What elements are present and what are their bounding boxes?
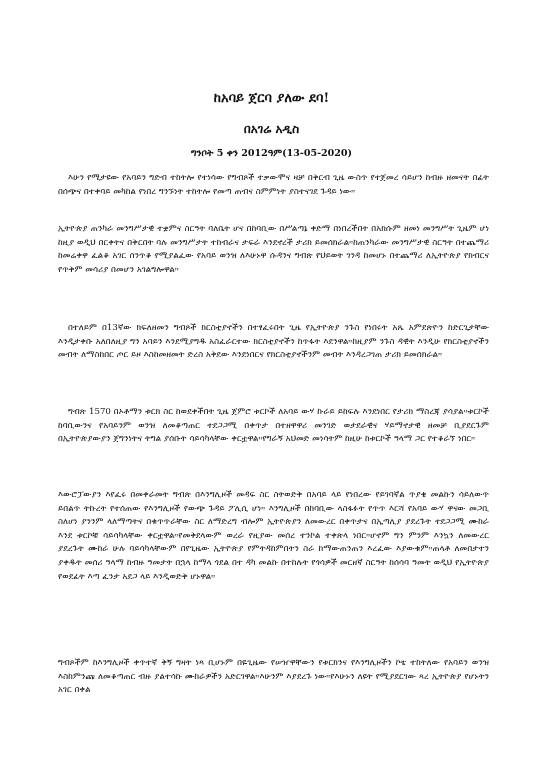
paragraph-2: ኢትዮጵያ ጠንካራ መንግሥታዊ ተቋምና ስርዓት ባለቤት ሆና በከባቢው በሥልጣኔ ቀድማ በነበረችበት በአክሱም ዘመነ መንግሥት ጊዜም ሆነ ከዚያ ወዲህ በርቀትና በቅርበት ባሉ መንግሥታት ተከብራና ታፍራ እንደኖረች ታሪክ ይመሰክራል።ከጠንካራው መንግሥታዊ ስርዓት በተጨማሪ ከመሬቀዋ ፈልቆ አገር ሰንጥቆ የሚያልፈው የአባይ ወንዝ ለእሁኑዋ ሱዳንና ግብጽ የህይወት ገንዳ ከመሆኑ በተጨማሪ ለኢትዮጵያ የክብርና የጥቅም መሳሪያ በመሆን አገልግሎዋል። <box>58 224 489 275</box>
author-byline: በአገሬ አዲስ <box>243 122 300 136</box>
document-title: ከአባይ ጀርባ ያለው ደባ! <box>213 91 330 106</box>
paragraph-3: በተለይም በ13ኛው ክፍለዘመን ግብጾች ክርስቲያኖችን በተፃፈሩበት ጊዜ የኢትዮጵያ ንጉስ የነበሩት አጼ አምደጽዮን ከድርጊታቸው እንዲታቀቡ አለበለዚያ ግን አባይን እንደሚያግዱ አስፈራርተው ክርስቲያኖችን ከጥፋት እደንዋል።ከዚያም ንጉስ ዳዊት እንዲሁ የክርስቲያኖችን መብት ለማስከበር ጦር ይዞ እስከመዘመት ድረስ አቅደው እንደነበርና የክርስቲያኖችንም መብት እንዳረጋገጠ ታሪክ ይመሰክራል። <box>58 323 489 361</box>
paragraph-6: ግብጾችም ከእንግሊዞች ቀጥተኛ ቅኝ ግዛት ነጻ ቢሆኑም በዬጊዜው የሠዠዋቸውን የቱርክንና የእንግሊዞችን ኮቴ ተከትለው የአባይን ወንዝ እስከምንጩ ለመቆጣጠር ብዙ ያልተሳኩ ሙከራዎችን አድርገዋል።እሁንም እያደረጉ ነው።የእሁኑን ለዩት የሚያደርገው ጻረ ኢትዮጵያ የሆኑትን አገር በቀል <box>58 658 489 696</box>
paragraph-4: ግብጽ 1570 በኦቶማን ቱርክ ስር ከወደቀችበት ጊዜ ጀምሮ ቱርኮች ለአባይ ውሃ ኩራይ ይከፍሉ እንደነበር የታሪክ ማስረጃ ያሳያል።ቱርኮች ከባቢውንና የአባይንም ወንዝ ለመቆጣጠር ተደጋጋሚ በቀጥታ በተዘዋዋሪ መንገድ ወታደራዊና ሃይማኖታዊ ዘመቻ ቢያደርጉም በኢትዮጵያውያን ጀግንነትና ትግል ያሰቡት ሳይሳካላቸው ቀርቷዋል።የግራኝ አህመድ መነሳትም ከዚሁ ከቱርኮች ዓላማ ጋር የተቆራኘ ነበር። <box>58 407 489 445</box>
paragraph-1: እሁን የሚታዩው የአባይን ግድብ ተከትሎ የተነሳው የግብጾች ተቃውሞና ዛቻ በቅርብ ጊዜ ውስጥ የተጀመረ ሳይሆን ከብዙ ዘመናት በፊት በሰጭና በተቀባይ መካከል የነበረ ግንኙነት ተከትሎ የመጣ ጠብና ስምምነት ያስተናገደ ጉዳይ ነው። <box>58 173 489 197</box>
publication-date: ግንቦት 5 ቀን 2012ዓም(13-05-2020) <box>191 148 352 159</box>
paragraph-5: እውሮፓውያን እየፈሩ በመቀራመት ግብጽ በእንግሊዞች መዳፍ ስር ስትወድቅ በአባይ ላይ የነበረው የይገባኛል ጥያቄ መልኩን ሳይለውጥ ይበልጥ ትኩረት የተሰጠው የእንግሊዞች የውጭ ጉዳይ ፖሊሲ ሆነ። እንግሊዞች በከባቢው ላስፋፉት የጥጥ እርሻ የአባይ ውሃ ዋናው መጋቢ ስለሆነ ያንንም ላለማጣትና በቁጥጥራቸው ስር ለማድረግ ብሎም ኢትዮጵያን ለመውረር በቀጥታና በኢጣሊያ ያደረጉት ተደጋጋሚ ሙከራ እንደ ቱርኮቹ ሳይሳካላቸው ቀርቷዋል።የመቅደላውም ወረራ የዚያው መሰረ ተንኮል ተቀጽላ ነበር።ሆኖም ግን ምንም እንኳን ለመውረር ያደረጉት ሙከራ ሁሉ ባይሳካላቸውም በየጊዜው ኢትዮጵያ የምትዳከምበትን ስራ ከማውጠንጠን እረፈው እያውቁም።ጠላቶ ለመበታተን ያቀዱት መሰሪ ዓላማ ከብዙ ዓመታት በኋላ ከማላ ጎደል በተ ዳካ መልኩ በተከሉት የጎሳዎች መርዘኛ ስርዓት ከሰሳባ ዓመት ወዲህ የኢትዮጵያ የወደፊት እጣ ፈንታ አደጋ ላይ እንዲወድቅ ሆኑዋል። <box>58 490 489 582</box>
